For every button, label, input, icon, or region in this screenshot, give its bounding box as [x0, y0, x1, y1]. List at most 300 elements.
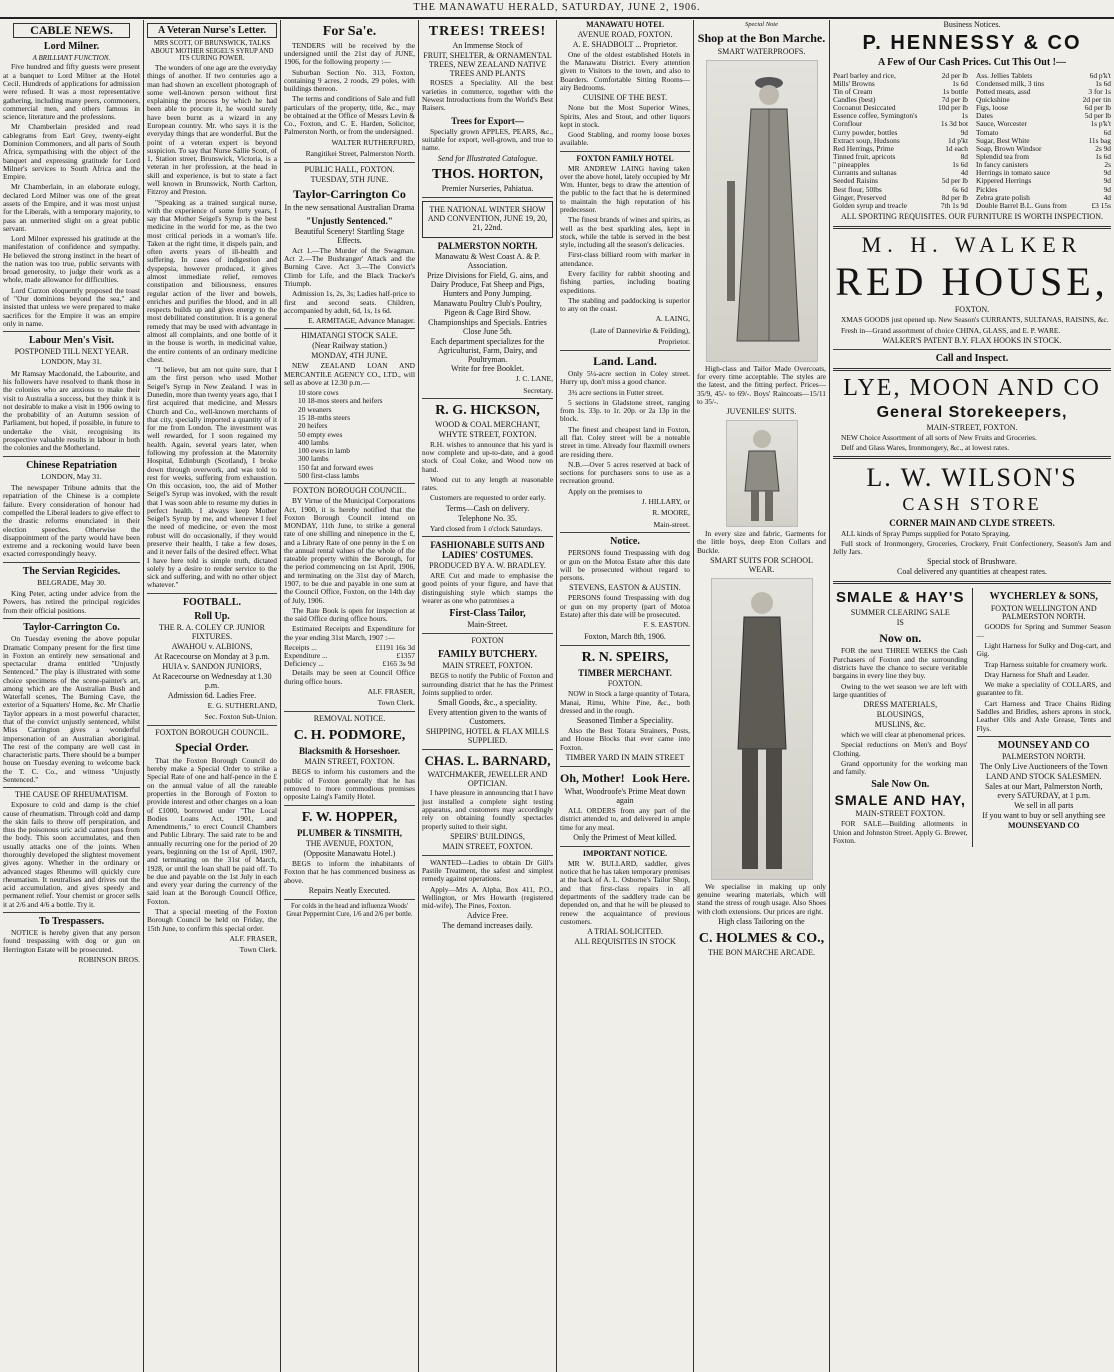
hopper-repairs: Repairs Neatly Executed. — [308, 886, 391, 896]
holmes-name: C. HOLMES & CO., — [698, 930, 825, 946]
column-cable-news — [0, 20, 143, 1372]
football-title: FOOTBALL. — [182, 596, 242, 608]
divider — [833, 456, 1111, 459]
council-paragraph: That a special meeting of the Foxton Borough Council be held on Friday, the 15th June, to confirm this special order. — [147, 906, 277, 933]
council-paragraph: That the Foxton Borough Council do hereby make a Special Order to strike a Special Rate of one and half-pence in the £ on the annual value of all the rateable properties in the Borough of Foxton to provide interest and other charges on a loan of £1000, borrowed under "The Local Bodies Loans Act, 1901, and Amendments," to erect Council Chambers and Public Library. The said rate to be and annually recurring one for the period of 20 years, beginning on the 1st of April, 1907, and terminating on the 31st of March, 1928, or until the loan shall be paid off. To be due and payable on the 1st July in each and every year during the currency of the said loan at the Borough Council Office, Foxton. — [147, 755, 277, 906]
price-item: Tinned fruit, apricots — [833, 151, 896, 161]
boy-suit-illustration — [726, 420, 798, 527]
stock-sale-date: MONDAY, 4TH JUNE. — [311, 351, 388, 361]
price-value: 9d — [960, 127, 968, 137]
rate-notice-paragraph: Estimated Receipts and Expenditure for the year ending 31st March, 1907 :— — [284, 624, 415, 642]
hickson-telephone: Telephone No. 35. — [458, 513, 517, 523]
peppermint-cure: For colds in the head and influenza Woods' Great Peppermint Cure, 1/6 and 2/6 per bottle. — [286, 903, 413, 918]
article-subtitle: MRS SCOTT, OF BRUNSWICK, TALKS ABOUT MOTHER SEIGEL'S SYRUP AND ITS CURING POWER. — [150, 40, 274, 63]
butchery-name: FAMILY BUTCHERY. — [438, 649, 537, 661]
manawatu-hotel-proprietor: A. E. SHADBOLT ... Proprietor. — [572, 39, 678, 49]
land-signature: J. HILLARY, or — [641, 496, 690, 506]
mounsey-signature: MOUNSEYAND CO — [1008, 820, 1080, 830]
bradley-byline: PRODUCED BY A. W. BRADLEY. — [429, 561, 546, 571]
smale-hay-now: Now on. — [879, 631, 922, 646]
barnard-trade: WATCHMAKER, JEWELLER AND OPTICIAN. — [427, 769, 548, 788]
manawatu-hotel-paragraph: Good Stabling, and roomy loose boxes available. — [560, 130, 690, 148]
divider — [3, 331, 140, 332]
removal-title: REMOVAL NOTICE. — [313, 713, 386, 723]
bradley-address: Main-Street. — [467, 620, 508, 630]
leg-shape — [751, 491, 759, 521]
article-title-servian: The Servian Regicides. — [22, 565, 121, 577]
bon-marche-paragraph: High-class and Tailor Made Overcoats, for every time acceptable. The styles are the latest, and the fitting perfect. Prices—35/9, 45/- to 69/-. Boys' Raincoats—15/11 to 35/-. — [697, 363, 826, 406]
bon-marche-juveniles: JUVENILES' SUITS. — [726, 407, 797, 417]
divider — [3, 618, 140, 619]
smale-hay-ad — [833, 588, 973, 847]
hopper-name: F. W. HOPPER, — [301, 809, 398, 825]
row-value: £1191 16s 3d — [375, 643, 415, 652]
wilson-paragraph: Full stock of Ironmongery, Groceries, Crockery, Fruit Confectionery, Season's Jam and Jelly Jars. — [833, 538, 1111, 557]
smale-hay-item: BLOUSINGS, — [876, 710, 924, 720]
mounsey-paragraph: We sell in all parts — [1014, 800, 1074, 810]
divider — [977, 736, 1112, 737]
wanted-paragraph: Apply—Mrs A. Alpha, Box 411, P.O., Wellington, or Mrs Howarth (registered mid-wife), The Pines, Foxton. — [422, 884, 553, 911]
butchery-address: MAIN STREET, FOXTON. — [442, 661, 533, 671]
land-paragraph: The finest and cheapest land in Foxton, all flat. Coley street will be a noteable street in time. Already four flaxmill owners are residing there. — [560, 424, 690, 459]
wanted-advice: Advice Free. — [466, 911, 509, 921]
woodroofe-heading — [560, 770, 690, 787]
article-subtitle: A BRILLIANT FUNCTION. — [32, 53, 111, 62]
holmes-arcade: THE BON MARCHE ARCADE. — [707, 947, 816, 957]
land-signature: R. MOORE, — [652, 508, 690, 518]
smale-hay-sale: SUMMER CLEARING SALE — [850, 608, 950, 618]
hickson-name: R. G. HICKSON, — [435, 403, 540, 419]
divider — [422, 855, 553, 856]
speirs-paragraph: Also the Best Totara Strainers, Posts, and House Blocks that ever came into Foxton. — [560, 726, 690, 752]
rate-notice-signature: ALF. FRASER, — [367, 686, 415, 696]
price-value: 1s 6d — [952, 78, 968, 88]
lye-moon-address: MAIN-STREET, FOXTON. — [926, 422, 1018, 432]
podmore-name: C. H. PODMORE, — [293, 727, 406, 743]
column-hotels — [557, 20, 693, 1372]
land-paragraph: 5 sections in Gladstone street, ranging from 1s. 33p. to 1r. 20p. or 2a 13p in the block. — [560, 397, 690, 424]
price-item: Ginger, Preserved — [833, 192, 887, 202]
bradley-title: FASHIONABLE SUITS AND LADIES' COSTUMES. — [430, 539, 545, 561]
price-item: Condensed milk, 3 tins — [976, 78, 1045, 88]
bon-marche-title: Shop at the Bon Marche. — [697, 31, 826, 46]
price-value: 10d per lb — [938, 103, 968, 113]
bradley-tailor: First-Class Tailor, — [449, 608, 526, 620]
divider — [833, 368, 1111, 371]
winter-show-signature-role: Secretary. — [523, 385, 553, 395]
divider — [833, 349, 1111, 350]
wycherley-paragraph: Light Harness for Sulky and Dog-cart, and Gig. — [976, 641, 1111, 659]
trees-title: TREES! TREES! — [428, 24, 547, 39]
divider — [422, 749, 553, 750]
price-value: 1s — [961, 111, 968, 121]
price-value: 6s 6d — [952, 184, 968, 194]
hennessy-price-list-left — [833, 72, 968, 210]
price-item: Ass. Jellies Tablets — [976, 70, 1033, 80]
barnard-address: SPEIRS' BUILDINGS, — [450, 831, 525, 841]
section-title-cable-news: CABLE NEWS. — [13, 23, 130, 38]
price-value: 1d each — [945, 143, 968, 153]
winter-show-title: THE NATIONAL WINTER SHOW AND CONVENTION, JUNE 19, 20, 21, 22nd. — [427, 205, 548, 233]
family-hotel-signature-role: Proprietor. — [658, 337, 690, 347]
article-paragraph: Mr Ramsay Macdonald, the Labourite, and his followers have resolved to thank those in the colonies who are anxious to make their visit to Australia a success, but they think it is not desirable to make a visit in 1906 owing to the probability of an Autumn session of Parliament, but hoped, if possible, in future to undertake the visit, recognising its prospective valuable results in labour in both the colonies and the Motherland. — [3, 368, 140, 453]
row-value: £1357 — [396, 651, 415, 661]
article-paragraph: Lord Milner expressed his gratitude at the manifestation of confidence and sympathy. He believed the strong instinct in the heart of the nation was too true, public servants with broad generosity, to judge their work as a whole, made allowance for difficulties. — [3, 234, 140, 285]
wilson-coal: Coal delivered any quantities at cheapest rates. — [897, 567, 1047, 577]
divider — [3, 787, 140, 788]
football-subtitle: Roll Up. — [194, 610, 230, 622]
manawatu-hotel-address: AVENUE ROAD, FOXTON. — [577, 29, 673, 39]
hickson-trade: WOOD & COAL MERCHANT, — [435, 419, 540, 429]
table-row — [284, 660, 415, 668]
wycherley-address: FOXTON WELLINGTON AND PALMERSTON NORTH. — [990, 603, 1097, 622]
hennessy-name: P. HENNESSY & CO — [862, 31, 1082, 54]
walker-name: M. H. WALKER — [861, 231, 1083, 257]
wilson-paragraph: ALL kinds of Spray Pumps supplied for Potato Spraying. — [841, 528, 1011, 538]
trees-subtitle: An Immense Stock of — [452, 40, 523, 50]
smale-hay-paragraph: Grand opportunity for the working man and family. — [833, 758, 968, 777]
mounsey-paragraph: If you want to buy or sell anything see — [982, 810, 1106, 820]
price-value: 1s p'k't — [1090, 119, 1111, 129]
price-item: Mills' Browns — [833, 78, 875, 88]
horton-name: THOS. HORTON, — [432, 167, 543, 183]
speirs-town: FOXTON. — [607, 679, 643, 689]
smale-hay-paragraph: which we will clear at phenomenal prices. — [841, 730, 966, 740]
mounsey-paragraph: LAND AND STOCK SALESMEN. — [986, 771, 1102, 781]
price-value: £3 15s — [1091, 200, 1111, 210]
smale-hay-item: DRESS MATERIALS, — [863, 700, 938, 710]
hickson-address: WHYTE STREET, FOXTON. — [438, 429, 537, 439]
price-value: 4d — [960, 168, 968, 178]
price-item: Pickles — [976, 184, 998, 194]
woodroofe-title: Oh, Mother! — [560, 770, 625, 785]
bon-marche-paragraph: We specialise in making up only genuine wearing materials, which will stand the stress of rough usage. Also Shoes with cloth extensions. Our prices are right. — [697, 881, 826, 916]
price-item: Candles (best) — [833, 94, 876, 104]
barnard-name: CHAS. L. BARNARD, — [424, 753, 551, 769]
divider — [3, 912, 140, 913]
hennessy-price-tables — [833, 71, 1111, 211]
price-value: 5d per lb — [941, 176, 968, 186]
smale-hay-paragraph: Special reductions on Men's and Boys' Clothing. — [833, 740, 968, 758]
price-row — [976, 202, 1111, 210]
divider — [560, 766, 690, 767]
council-signature-role: Town Clerk. — [239, 945, 277, 955]
winter-show-paragraph: Manawatu & West Coast A. & P. Association. — [435, 252, 540, 270]
column-veteran-nurse — [144, 20, 280, 1372]
council-title: FOXTON BOROUGH COUNCIL. — [155, 727, 269, 737]
stock-sale-subtitle: (Near Railway station.) — [312, 341, 387, 351]
price-item: Tin of Cream — [833, 86, 873, 96]
article-paragraph: On Tuesday evening the above popular Dramatic Company present for the first time in Foxton an entirely new sensational and spectacular drama entitled "Unjustly Sentenced." The play is illustrated with some choice specimens of the scene-painter's art, among which are the Australian Bush and Waterfall scenes, The Burning Cave, the exterior of a Squatters' Home, &c. Mr Charlie Taylor appears in a most powerful character, that of the convict unjustly sentenced, whilst Miss Carrington gives a wonderful impersonation of an Australian aboriginal. The rest of the company are well cast in characteristic parts. There should be a bumper house on Tuesday evening to welcome back the T. C. Co., and witness "Unjustly Sentenced." — [3, 634, 140, 785]
price-item: Currants and sultanas — [833, 168, 897, 178]
woodroofe-title-2: Look Here. — [632, 770, 690, 785]
butchery-paragraph: BEGS to notify the Public of Foxton and surrounding district that he has the Primest Joints supplied to order. — [422, 671, 553, 697]
stock-sale-title: HIMATANGI STOCK SALE. — [301, 331, 398, 341]
price-item: Golden syrup and treacle — [833, 200, 908, 210]
jacket-shape — [745, 451, 779, 491]
divider — [560, 532, 690, 533]
umbrella-shape — [727, 181, 735, 301]
price-item: Kippered Herrings — [976, 176, 1032, 186]
council-signature: ALF. FRASER, — [229, 933, 277, 943]
price-item: Herrings in tomato sauce — [976, 168, 1051, 178]
family-hotel-signature-note: (Late of Dannevirke & Feilding), — [590, 325, 690, 335]
price-value: 9d — [1103, 184, 1111, 194]
article-paragraph: Five hundred and fifty guests were present at a banquet to Lord Milner at the Hotel Cecil. Hundreds of applications for admission were refused. It was a most representative gathering, including many peers, commoners, commercial men, and others famous in science, literature and the professions. — [3, 62, 140, 122]
butchery-paragraph: Every attention given to the wants of Customers. — [428, 708, 547, 727]
smale-hay-address: MAIN-STREET FOXTON. — [855, 809, 945, 819]
hall-play: "Unjustly Sentenced." — [306, 215, 393, 226]
divider — [560, 645, 690, 646]
barnard-paragraph: I have pleasure in announcing that I have just installed a complete sight testing apparatus, and customers may accordingly rely on obtaining foundly spectacles properly suited to their sight. — [422, 788, 553, 831]
hall-admission: Admission 1s, 2s, 3s; Ladies half-price to first and second seats. Children, accompanied by adult, 6d, 1s, 1s 6d. — [284, 289, 415, 315]
trees-catalogue: Send for Illustrated Catalogue. — [437, 153, 538, 163]
price-item: Soap, Brown Windsor — [976, 143, 1042, 153]
manawatu-hotel-title: MANAWATU HOTEL — [586, 20, 664, 29]
article-paragraph: Mr Chamberlain, in an elaborate eulogy, declared Lord Milner was one of the great assets of the Empire, and it was most unjust for the Liberals, with a temporary majority, to pass an unmerited slight on a great public servant. — [3, 182, 140, 233]
lye-moon-trade: General Storekeepers, — [876, 403, 1068, 421]
price-value: 1d p'kt — [947, 135, 968, 145]
article-subtitle: POSTPONED TILL NEXT YEAR. — [14, 347, 129, 357]
council-special-order: Special Order. — [175, 740, 249, 755]
list-item: 10 store cows — [298, 388, 339, 398]
leg-shape — [742, 749, 758, 869]
price-value: 1s bottle — [942, 86, 968, 96]
article-paragraph: Exposure to cold and damp is the chief cause of rheumatism. Through cold and damp the skin fails to throw off perspiration, and thus the poisonous uric acid cannot pass from the body. This soon accumulates, and then usually attacks one of the joints. When thoroughly developed the slightest movement gives agony. Whether in the ordinary or advanced stages Rheumo will quickly cure rheumatism. It neutralises and drives out the acid accumulation, and gives speedy and permanent relief. Your chemist or grocer sells it at 2/6 and 4/6 a bottle. Try it. — [3, 800, 140, 909]
school-suit-illustration — [711, 578, 813, 880]
wycherley-paragraph: GOODS for Spring and Summer Season— — [976, 622, 1111, 640]
smale-hay-paragraph: FOR SALE—Building allotments in Union and Johnston Street. Apply G. Brewer, Foxton. — [833, 819, 968, 845]
price-value: 8d per lb — [941, 192, 968, 202]
trees-paragraph: Specially grown APPLES, PEARS, &c., suitable for export, well-grown, and true to name. — [422, 126, 553, 153]
hall-company: Taylor-Carrington Co — [293, 187, 406, 202]
trespass-notice-signature: STEVENS, EASTON & AUSTIN. — [569, 583, 681, 593]
row-label: Receipts ... — [284, 643, 317, 652]
wycherley-paragraph: Cart Harness and Trace Chains Riding Saddles and Bridles, ashers aprons in stock, Leather Oils and Axle Grease, Tents and Flys. — [976, 698, 1111, 733]
divider — [422, 633, 553, 634]
article-paragraph: "I believe, but am not quite sure, that I am the first person who used Mother Seigel's Syrup in New Zealand. I was in Dunedin, more than twenty years ago, that I first acquired that medicine, and Messrs Church and Co., well-known merchants of that city, specially imported a quantity of it for me from London. The investment was well rewarded, for I soon regained my health. Again, several years later, when following my profession at the Maternity Hospital, Edinburgh (Scotland), I broke down through overwork, and was told to rest for weeks, suffering from exhaustion. On this occasion, too, the aid of Mother Seigel's Syrup was invoked, with the result that I was soon able to resume my duties in perfect health. I always keep Mother Seigel's Syrup by me, and whenever I feel the need of medicine, or even the most robust will do occasionally, if they would preserve their health, I take a few doses, and it never fails of the desired effect. What I have here told is simple truth, dictated solely by a desire to render service to the sick and suffering, and with no other object whatever." — [147, 365, 277, 590]
column-bon-marche — [694, 20, 829, 1372]
head-shape — [753, 430, 771, 448]
rate-notice-title: FOXTON BOROUGH COUNCIL. — [292, 486, 407, 496]
football-cup: THE R. A. COLEY CP. JUNIOR FIXTURES. — [159, 623, 265, 642]
wycherley-paragraph: Dray Harness for Shaft and Leader. — [984, 669, 1090, 679]
column-trees — [419, 20, 556, 1372]
football-match: HUIA v. SANDON JUNIORS, — [162, 661, 262, 671]
woodroofe-subtitle: What, Woodroofe's Prime Meat down again — [564, 787, 686, 806]
football-match: AWAHOU v. ALBIONS, — [171, 642, 253, 652]
hopper-paragraph: BEGS to inform the inhabitants of Foxton that he has commenced business as above. — [284, 859, 415, 885]
wilson-name: L. W. WILSON'S — [866, 463, 1078, 493]
football-admission: Admission 6d. Ladies Free. — [167, 690, 257, 700]
divider — [3, 456, 140, 457]
divider — [560, 151, 690, 152]
list-item: 20 weaners — [298, 404, 332, 414]
price-value: 9d — [1103, 176, 1111, 186]
divider — [422, 197, 553, 198]
mounsey-name: MOUNSEY AND CO — [997, 739, 1090, 751]
trespass-notice-title: Notice. — [610, 536, 640, 548]
woodroofe-paragraph: Only the Primest of Meat killed. — [573, 833, 677, 843]
article-paragraph: The newspaper Tribune admits that the repatriation of the Chinese is a complete failure. Every consideration of honour had compelled the Liberal leaders to give effect to the drastic reforms enunciated in their election speeches. Otherwise the disappointment of the party would have been extreme and a reckoning would have been exacted correspondingly heavy. — [3, 483, 140, 559]
head-shape — [751, 592, 773, 614]
rate-notice-paragraph: BY Virtue of the Municipal Corporations Act, 1900, it is hereby notified that the Foxton Borough Council intend on MONDAY, 11th June, to strike a general rate of one shilling and ninepence in the £, and a Library Rate of one penny in the £ on the annual rental values of the whole of the rateable property within the Borough, for the period commencing on 1st April, 1906, and terminating on the 31st day of March, 1907, to be due and payable in one sum at the Council Office, Foxton, on the 14th day of July, 1906. — [284, 496, 415, 605]
woodroofe-paragraph: ALL ORDERS from any part of the district attended to, and delivered in ample time for any meal. — [560, 806, 690, 832]
article-paragraph: Mr Chamberlain presided and read cablegrams from Earl Grey, twenty-eight Dominion Commoners, and all parts of South Africa, sympathising with the object of the banquet and expressing gratitude for Lord Milner's services to South Africa and the Empire. — [3, 122, 140, 182]
column-notices — [281, 20, 418, 1372]
winter-show-signature: J. C. LANE, — [515, 374, 553, 384]
winter-show-paragraph: Write for free Booklet. — [451, 364, 524, 374]
price-value: 6d p'k't — [1089, 70, 1111, 80]
land-paragraph: 3¾ acre sections in Futter street. — [568, 387, 664, 397]
wycherley-paragraph: We make a speciality of COLLARS, and guarantee to fit. — [976, 680, 1111, 698]
smale-hay-paragraph: FOR the next THREE WEEKS the Cash Purchasers of Foxton and the surrounding districts have the chance to secure veritable bargains in every line they buy. — [833, 646, 968, 681]
land-signature-address: Main-street. — [653, 519, 690, 529]
bon-marche-tag: Special Note — [744, 21, 779, 28]
article-title-labour: Labour Men's Visit. — [28, 335, 115, 347]
podmore-paragraph: BEGS to inform his customers and the public of Foxton generally that he has removed to more commodious premises opposite Laing's Family Hotel. — [284, 767, 415, 802]
for-sale-paragraph: Suburban Section No. 313, Foxton, containing 9 acres, 2 roods, 29 poles, with buildings thereon. — [284, 67, 415, 94]
hopper-trade: PLUMBER & TINSMITH, — [296, 828, 403, 839]
barnard-address: MAIN STREET, FOXTON. — [442, 841, 533, 851]
hall-title: PUBLIC HALL, FOXTON. — [304, 164, 395, 174]
bullard-paragraph: MR W. BULLARD, saddler, gives notice that he has taken temporary premises at the back of A. L. Osborne's Tailor Shop, and that first-class repairs in all departments of the saddlery trade can be depended on, and that he will be pleased to renew the acquaintance of previous customers. — [560, 858, 690, 926]
manawatu-hotel-paragraph: One of the oldest established Hotels in the Manawatu District. Every attention given to Visitors to the town, and also to Boarders. Comfortable Sitting Rooms—airy Bedrooms. — [560, 49, 690, 92]
hickson-terms: Terms—Cash on delivery. — [445, 503, 530, 513]
trees-paragraph: FRUIT, SHELTER, & ORNAMENTAL TREES, NEW ZEALAND NATIVE TREES AND PLANTS — [423, 50, 552, 78]
divider — [3, 562, 140, 563]
divider — [422, 536, 553, 537]
price-value: 1s 3d bot — [940, 119, 968, 129]
for-sale-paragraph: The terms and conditions of Sale and full particulars of the property, title, &c., may be obtained at the Office of Messrs Levin & Co., Foxton, and C. E. Harden, Solicitor, Palmerston North, or from the undersigned. — [284, 94, 415, 137]
lye-moon-name: LYE, MOON AND CO — [843, 374, 1101, 401]
speirs-name: R. N. SPEIRS, — [581, 649, 669, 665]
hall-tagline: Beautiful Scenery! Startling Stage Effects. — [294, 226, 405, 245]
rate-notice-signature-role: Town Clerk. — [377, 698, 415, 708]
price-item: " pineapples — [833, 160, 870, 170]
walker-paragraph: XMAS GOODS just opened up. New Season's CURRANTS, SULTANAS, RAISINS, &c. — [841, 315, 1109, 325]
trespass-notice-paragraph: PERSONS found Trespassing with dog or gun on my property (part of Motoa Estate) after this date will be prosecuted. — [560, 593, 690, 619]
manawatu-hotel-paragraph: None but the Most Superior Wines, Spirits, Ales and Stout, and other liquors kept in stock. — [560, 103, 690, 129]
wilson-store: CASH STORE — [902, 494, 1042, 515]
article-paragraph: The wonders of one age are the everyday things of another. If two centuries ago a man had shown an excellent photograph of some well-known person without first explaining the process by which he had been able to procure it, he would surely have been burnt as a wizard in any European country. Mr. who says it is the everyday things that are wonderful. But the point of a veteran expert is beyond suspicion. To say that Nurse Sallie Scott, of 1, Station street, Brunswick, Victoria, is a veteran in her profession, at the head in skill and experience, is but to state a fact well known in Brunswick, North Carlton, Fitzroy and Preston. — [147, 63, 277, 197]
row-value: £165 3s 9d — [382, 659, 415, 669]
price-item: Zebra grate polish — [976, 192, 1030, 202]
family-hotel-paragraph: First-class billiard room with marker in attendance. — [560, 250, 690, 268]
for-sale-paragraph: TENDERS will be received by the undersigned until the 21st day of JUNE, 1906, for the following property :— — [284, 40, 415, 67]
speirs-paragraph: Seasoned Timber a Speciality. — [576, 716, 674, 726]
price-value: 11s bag — [1088, 135, 1111, 145]
price-value: 9d — [1103, 168, 1111, 178]
masthead: THE MANAWATU HERALD, SATURDAY, JUNE 2, 1906. — [413, 2, 701, 13]
lye-moon-paragraph: Delf and Glass Wares, Ironmongery, &c., at lowest rates. — [841, 442, 1010, 452]
hickson-paragraph: Wood cut to any length at reasonable rates. — [422, 474, 553, 493]
hennessy-footer: ALL SPORTING REQUISITES. OUR FURNITURE IS WORTH INSPECTION. — [841, 211, 1103, 221]
bon-marche-school: SMART SUITS FOR SCHOOL WEAR. — [710, 555, 813, 574]
list-item: 400 lambs — [298, 437, 329, 447]
notice-title-trespassers: To Trespassers. — [38, 915, 105, 927]
walker-store: RED HOUSE, — [835, 258, 1109, 304]
wycherley-paragraph: Trap Harness suitable for creamery work. — [984, 659, 1108, 669]
list-item: 300 lambs — [298, 454, 329, 464]
divider — [284, 328, 415, 329]
bon-marche-tailoring: High class Tailoring on the — [718, 916, 805, 926]
winter-show-paragraph: Each department specializes for the Agriculturist, Farm, Dairy, and Poultryman. — [430, 336, 545, 364]
family-hotel-signature: A. LAING, — [655, 314, 690, 324]
winter-show-place: PALMERSTON NORTH. — [437, 240, 538, 251]
divider — [560, 350, 690, 351]
winter-show-box — [422, 201, 553, 238]
price-item: Potted meats, assd — [976, 86, 1031, 96]
family-hotel-paragraph: Every facility for rabbit shooting and fishing parties, including boating expeditions. — [560, 268, 690, 295]
divider — [560, 846, 690, 847]
hennessy-price-list-right — [976, 72, 1111, 210]
business-notices-label: Business Notices. — [943, 20, 1001, 29]
walker-paragraph: WALKER'S PATENT B.Y. FLAX HOOKS IN STOCK. — [882, 335, 1062, 345]
hall-intro: In the new sensational Australian Drama — [284, 202, 415, 212]
smale-hay-paragraph: Owing to the wet season we are left with large quantities of — [833, 681, 968, 699]
leg-shape — [766, 749, 782, 869]
podmore-address: MAIN STREET, FOXTON. — [304, 757, 395, 767]
price-item: In fancy canisters — [976, 160, 1029, 170]
dateline: LONDON, May 31. — [41, 471, 102, 481]
speirs-paragraph: NOW in Stock a large quantity of Totara, Manai, Rimu, White Pine, &c., both dressed and in the rough. — [560, 689, 690, 715]
smale-hay-name: SMALE & HAY'S — [835, 589, 965, 607]
divider — [284, 483, 415, 484]
divider — [284, 805, 415, 806]
divider — [833, 226, 1111, 229]
list-item: 20 heifers — [298, 421, 328, 431]
hall-date: TUESDAY, 5TH JUNE. — [310, 174, 389, 184]
price-item: Cornflour — [833, 119, 863, 129]
list-item: 50 empty ewes — [298, 429, 343, 439]
trespass-notice-paragraph: PERSONS found Trespassing with dog or gun on the Motoa Estate after this date will be prosecuted without regard to persons. — [560, 548, 690, 583]
list-item: 500 first-class lambs — [298, 470, 360, 480]
article-paragraph: Lord Curzon eloquently proposed the toast of "Our dominions beyond the sea," and insisted that unless we were prepared to make sacrifices for the Empire it was an empire only in name. — [3, 285, 140, 328]
bradley-paragraph: ARE Cut and made to emphasise the good points of your figure, and have that distinguishing style which stamps the wearer as one who patronises a — [422, 571, 553, 605]
price-value: 6d — [1103, 127, 1111, 137]
overcoat-illustration — [706, 60, 818, 362]
smale-hay-name-2: SMALE AND HAY, — [834, 791, 966, 808]
dateline: BELGRADE, May 30. — [37, 577, 106, 587]
price-item: Sugar, Best White — [976, 135, 1030, 145]
horton-place: Premier Nurseries, Pahiatua. — [441, 184, 534, 194]
price-item: Dates — [976, 111, 993, 121]
price-item: Essence coffee, Symington's — [833, 111, 918, 121]
price-value: 7th 1s 9d — [940, 200, 968, 210]
family-hotel-paragraph: The stabling and paddocking is superior to any on the coast. — [560, 295, 690, 314]
wilson-address: CORNER MAIN AND CLYDE STREETS. — [889, 517, 1055, 528]
list-item: 100 ewes in lamb — [298, 446, 350, 456]
football-signature-role: Sec. Foxton Sub-Union. — [204, 712, 277, 722]
butchery-paragraph: Small Goods, &c., a speciality. — [437, 698, 538, 708]
family-hotel-title: FOXTON FAMILY HOTEL — [576, 153, 674, 163]
trees-export: Trees for Export— — [451, 115, 524, 126]
divider — [284, 711, 415, 712]
wycherley-mounsey-ads — [973, 588, 1112, 847]
bon-marche-waterproofs: SMART WATERPROOFS. — [717, 46, 806, 56]
hennessy-subtitle: A Few of Our Cash Prices. Cut This Out !— — [878, 57, 1066, 69]
hickson-paragraph: R.H. wishes to announce that his yard is now complete and up-to-date, and a good stock of Coal Coke, and Wood now on hand. — [422, 439, 553, 474]
smale-hay-item: MUSLINS, &c. — [874, 720, 926, 730]
trespass-notice-date: Foxton, March 8th, 1906. — [584, 631, 666, 641]
notice-paragraph: NOTICE is hereby given that any person found trespassing with dog or gun on Herrington Estate will be prosecuted. — [3, 928, 140, 954]
list-item: 15 18-mths steers — [298, 413, 351, 423]
butchery-paragraph: SHIPPING, HOTEL & FLAX MILLS SUPPLIED. — [425, 727, 550, 746]
stock-sale-paragraph: NEW ZEALAND LOAN AND MERCANTILE AGENCY CO., LTD., will sell as above at 12.30 p.m.— — [284, 361, 415, 387]
winter-show-paragraph: Manawatu Poultry Club's Poultry, Pigeon & Cage Bird Show. — [433, 298, 542, 317]
price-value: 5d per lb — [1084, 111, 1111, 121]
